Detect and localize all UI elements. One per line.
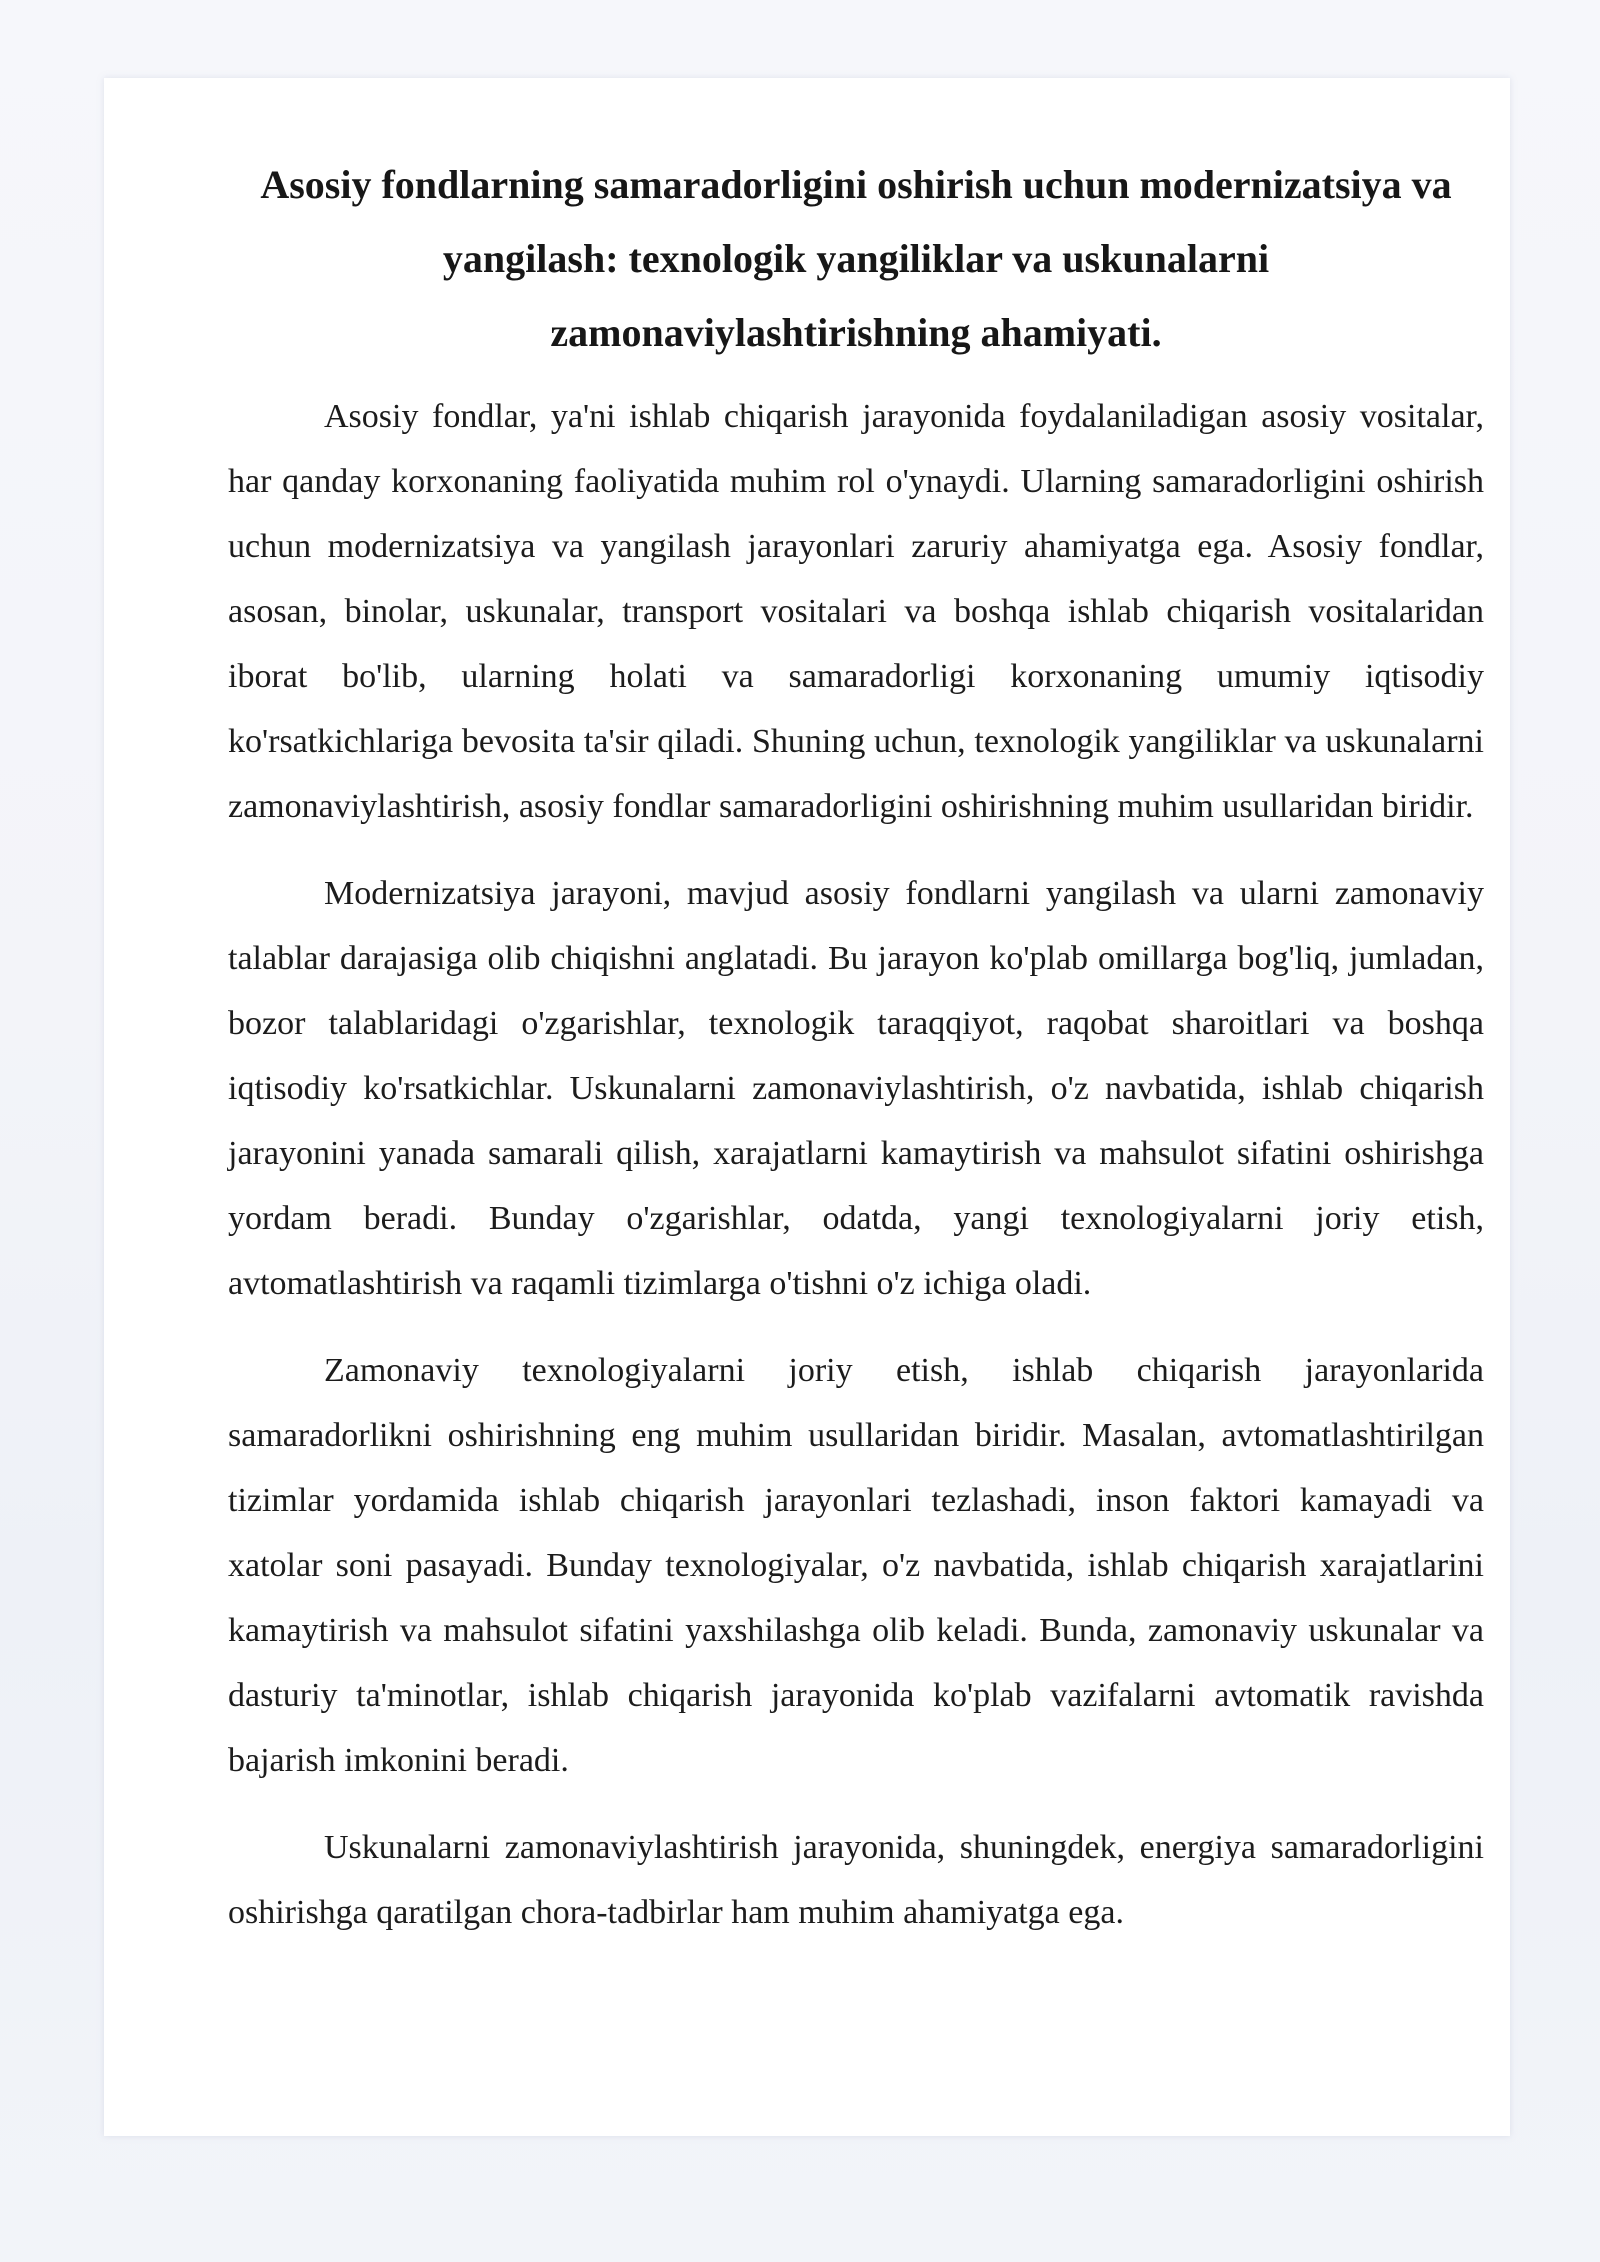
document-page [104,78,1510,2136]
paragraph-3: Zamonaviy texnologiyalarni joriy etish, ishlab chiqarish jarayonlarida samaradorlikni oshirishning eng muhim usullaridan biridir. Masalan, avtomatlashtirilgan tizimlar yordamida ishlab chiqarish jarayonlari tezlashadi, inson faktori kamayadi va xatolar soni pasayadi. Bunday texnologiyalar, o'z navbatida, ishlab chiqarish xarajatlarini kamaytirish va mahsulot sifatini yaxshilashga olib keladi. Bunda, zamonaviy uskunalar va dasturiy ta'minotlar, ishlab chiqarish jarayonida ko'plab vazifalarni avtomatik ravishda bajarish imkonini beradi. [228,1352,1484,1779]
paragraph-4: Uskunalarni zamonaviylashtirish jarayonida, shuningdek, energiya samaradorligini oshirishga qaratilgan chora-tadbirlar ham muhim ahamiyatga ega. [228,1829,1484,1931]
document-title: Asosiy fondlarning samaradorligini oshirish uchun modernizatsiya va yangilash: texnologik yangiliklar va uskunalarni zamonaviylashtirishning ahamiyati. [260,162,1452,355]
document-body [228,148,1484,1945]
paragraph-2: Modernizatsiya jarayoni, mavjud asosiy fondlarni yangilash va ularni zamonaviy talablar darajasiga olib chiqishni anglatadi. Bu jarayon ko'plab omillarga bog'liq, jumladan, bozor talablaridagi o'zgarishlar, texnologik taraqqiyot, raqobat sharoitlari va boshqa iqtisodiy ko'rsatkichlar. Uskunalarni zamonaviylashtirish, o'z navbatida, ishlab chiqarish jarayonini yanada samarali qilish, xarajatlarni kamaytirish va mahsulot sifatini oshirishga yordam beradi. Bunday o'zgarishlar, odatda, yangi texnologiyalarni joriy etish, avtomatlashtirish va raqamli tizimlarga o'tishni o'z ichiga oladi. [228,875,1484,1302]
paragraph-1: Asosiy fondlar, ya'ni ishlab chiqarish jarayonida foydalaniladigan asosiy vositalar, har qanday korxonaning faoliyatida muhim rol o'ynaydi. Ularning samaradorligini oshirish uchun modernizatsiya va yangilash jarayonlari zaruriy ahamiyatga ega. Asosiy fondlar, asosan, binolar, uskunalar, transport vositalari va boshqa ishlab chiqarish vositalaridan iborat bo'lib, ularning holati va samaradorligi korxonaning umumiy iqtisodiy ko'rsatkichlariga bevosita ta'sir qiladi. Shuning uchun, texnologik yangiliklar va uskunalarni zamonaviylashtirish, asosiy fondlar samaradorligini oshirishning muhim usullaridan biridir. [228,398,1484,825]
